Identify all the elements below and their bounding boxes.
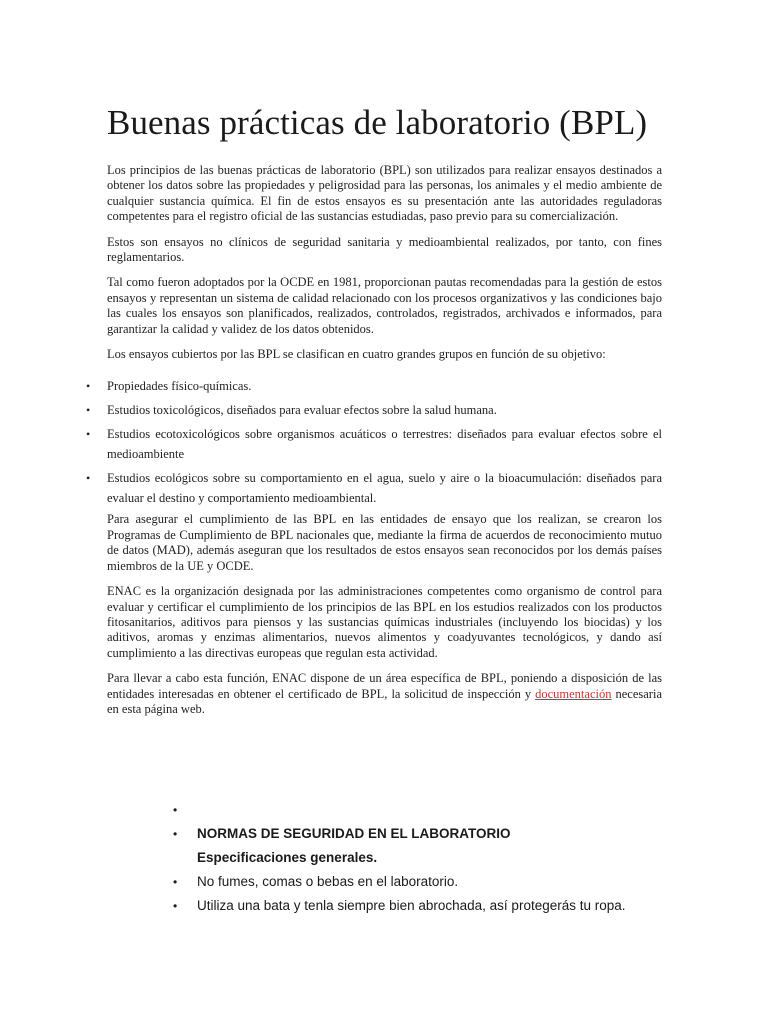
paragraph-enac: ENAC es la organización designada por las administraciones competentes como organismo de control para evaluar y certificar el cumplimiento de los principios de las BPL en los estudios realizados con los productos fitosanitarios, aditivos para piensos y las sustancias químicas industriales (incluyendo los biocidas) y los aditivos, aromas y enzimas alimentarios, nuevos alimentos y coadyuvantes tecnológicos, y dando así cumplimiento a las directivas europeas que regulan esta actividad. <box>107 584 662 660</box>
list-item <box>86 400 662 420</box>
list-item-empty <box>173 798 667 822</box>
bullet-icon: • <box>86 379 91 394</box>
list-item <box>173 870 667 894</box>
safety-rules-section <box>173 798 667 918</box>
list-item-text: Propiedades físico-químicas. <box>107 379 252 394</box>
list-item <box>86 424 662 464</box>
bullet-icon: • <box>173 803 178 817</box>
safety-heading: NORMAS DE SEGURIDAD EN EL LABORATORIO <box>197 826 511 841</box>
list-item-text: Estudios ecotoxicológicos sobre organismos acuáticos o terrestres: diseñados para evaluar efectos sobre el medioambiente <box>107 427 662 462</box>
list-item <box>173 894 667 918</box>
bullet-icon: • <box>173 899 178 913</box>
list-item <box>86 468 662 508</box>
bullet-icon: • <box>86 403 91 418</box>
safety-rules-list <box>173 798 667 918</box>
paragraph-nonclinical: Estos son ensayos no clínicos de seguridad sanitaria y medioambiental realizados, por tanto, con fines reglamentarios. <box>107 234 662 265</box>
documentation-link[interactable]: documentación <box>535 686 612 701</box>
list-item-text: Estudios toxicológicos, diseñados para evaluar efectos sobre la salud humana. <box>107 403 497 418</box>
bullet-icon: • <box>86 471 91 486</box>
paragraph-intro: Los principios de las buenas prácticas de laboratorio (BPL) son utilizados para realizar ensayos destinados a obtener los datos sobre las propiedades y peligrosidad para las personas, los animales y el medio ambiente de cualquier sustancia química. El fin de estos ensayos es su presentación ante las autoridades reguladoras competentes para el registro oficial de las sustancias estudiadas, paso previo para su comercialización. <box>107 163 662 224</box>
paragraph-function <box>107 671 662 717</box>
paragraph-compliance: Para asegurar el cumplimiento de las BPL en las entidades de ensayo que los realizan, se crearon los Programas de Cumplimiento de BPL nacionales que, mediante la firma de acuerdos de reconocimiento mutuo de datos (MAD), además aseguran que los resultados de estos ensayos sean reconocidos por los demás países miembros de la UE y OCDE. <box>107 512 662 573</box>
list-item-text: Estudios ecológicos sobre su comportamiento en el agua, suelo y aire o la bioacumulación: diseñados para evaluar el destino y comportamiento medioambiental. <box>107 471 662 506</box>
paragraph-function-tail: necesaria en esta página web. <box>107 686 662 716</box>
paragraph-classification: Los ensayos cubiertos por las BPL se clasifican en cuatro grandes grupos en función de su objetivo: <box>107 347 606 362</box>
safety-item-text: Utiliza una bata y tenla siempre bien abrochada, así protegerás tu ropa. <box>197 898 626 913</box>
document-body <box>86 100 662 727</box>
bullet-icon: • <box>86 427 91 442</box>
page-title: Buenas prácticas de laboratorio (BPL) <box>107 103 648 142</box>
test-groups-list <box>86 376 662 508</box>
safety-subheading: Especificaciones generales. <box>197 850 378 865</box>
list-item-heading <box>173 822 667 870</box>
list-item <box>86 376 662 396</box>
bullet-icon: • <box>173 875 178 889</box>
paragraph-ocde: Tal como fueron adoptados por la OCDE en 1981, proporcionan pautas recomendadas para la gestión de estos ensayos y representan un sistema de calidad relacionado con los procesos organizativos y las condiciones bajo las cuales los ensayos son planificados, realizados, controlados, registrados, archivados e informados, para garantizar la calidad y validez de los datos obtenidos. <box>107 275 662 336</box>
safety-item-text: No fumes, comas o bebas en el laboratorio. <box>197 874 459 889</box>
bullet-icon: • <box>173 827 178 841</box>
paragraph-function-text: Para llevar a cabo esta función, ENAC dispone de un área específica de BPL, poniendo a disposición de las entidades interesadas en obtener el certificado de BPL, la solicitud de inspección y <box>107 671 662 701</box>
